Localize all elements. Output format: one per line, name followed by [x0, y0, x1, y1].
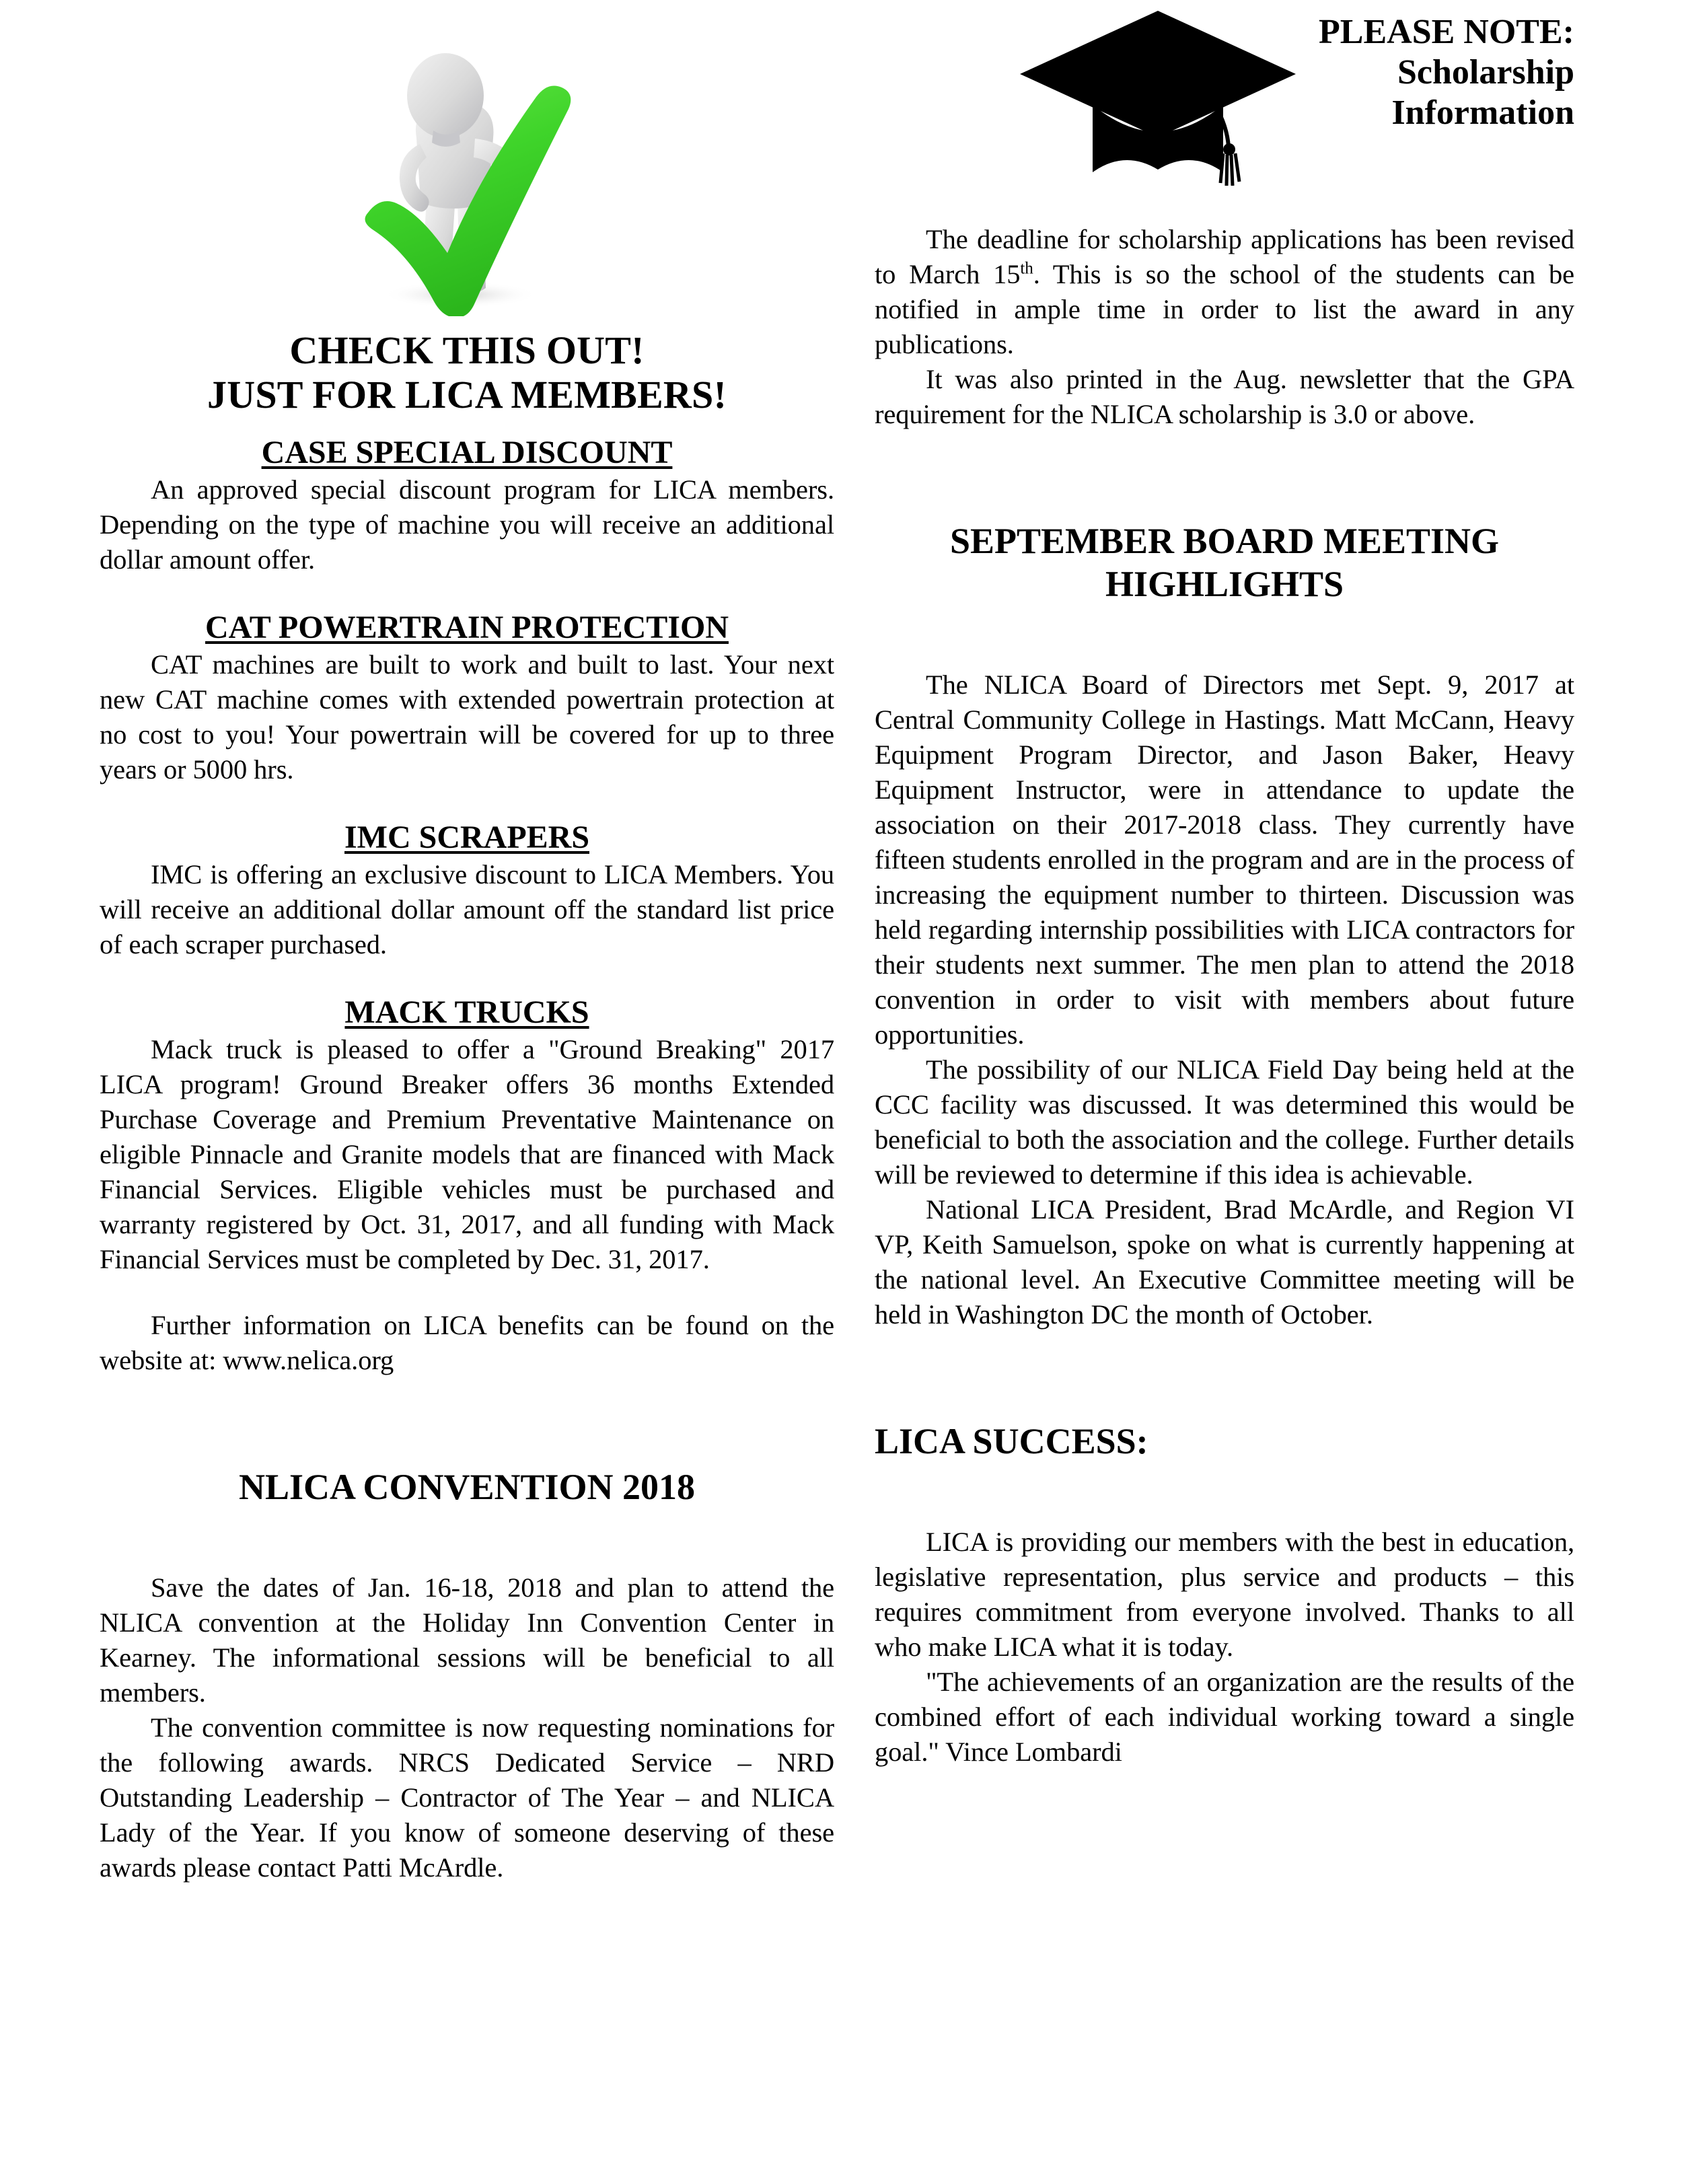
right-column	[875, 0, 1574, 1770]
section-heading-board-meeting-line1: SEPTEMBER BOARD MEETING	[949, 521, 1500, 561]
subheading-mack-trucks: MACK TRUCKS	[344, 994, 589, 1030]
section-heading-lica-success: LICA SUCCESS:	[875, 1421, 1148, 1461]
subheading-imc-scrapers: IMC SCRAPERS	[344, 820, 590, 855]
scholarship-deadline-text-before: The deadline for scholarship applications has been revised to March 15	[875, 224, 1574, 289]
ordinal-suffix: th	[1020, 259, 1033, 278]
scholarship-deadline-text-after: . This is so the school of the students can be notified in ample time in order to list the award in any publications.	[875, 259, 1574, 359]
paragraph-further-information: Further information on LICA benefits can be found on the website at: www.nelica.org	[100, 1310, 834, 1375]
paragraph-scholarship-gpa: It was also printed in the Aug. newsletter that the GPA requirement for the NLICA scholarship is 3.0 or above.	[875, 364, 1574, 429]
section-heading-board-meeting-line2: HIGHLIGHTS	[1105, 564, 1344, 604]
subheading-case-special-discount: CASE SPECIAL DISCOUNT	[261, 435, 673, 470]
page-title-line2: JUST FOR LICA MEMBERS!	[207, 373, 727, 416]
paragraph-convention-awards: The convention committee is now requesting nominations for the following awards. NRCS Dedicated Service – NRD Outstanding Leadership – Contractor of The Year – and NLICA Lady of the Year. If you know of someone deserving of these awards please contact Patti McArdle.	[100, 1712, 834, 1883]
paragraph-convention-dates: Save the dates of Jan. 16-18, 2018 and plan to attend the NLICA convention at the Holiday Inn Convention Center in Kearney. The informational sessions will be beneficial to all members.	[100, 1572, 834, 1708]
paragraph-board-meeting-field-day: The possibility of our NLICA Field Day being held at the CCC facility was discussed. It was determined this would be beneficial to both the association and the college. Further details will be reviewed to determine if this idea is achievable.	[875, 1054, 1574, 1190]
page-title-line1: CHECK THIS OUT!	[289, 328, 645, 372]
graduation-cap-icon	[1013, 4, 1303, 186]
paragraph-mack-trucks: Mack truck is pleased to offer a "Ground Breaking" 2017 LICA program! Ground Breaker offers 36 months Extended Purchase Coverage and Premium Preventative Maintenance on eligible Pinnacle and Granite models that are financed with Mack Financial Services. Eligible vehicles must be purchased and warranty registered by Oct. 31, 2017, and all funding with Mack Financial Services must be completed by Dec. 31, 2017.	[100, 1034, 834, 1274]
subheading-cat-powertrain-protection: CAT POWERTRAIN PROTECTION	[205, 610, 729, 645]
left-column	[100, 0, 834, 1885]
paragraph-lombardi-quote: "The achievements of an organization are the results of the combined effort of each individual working toward a single goal." Vince Lombardi	[875, 1667, 1574, 1767]
paragraph-board-meeting-attendance: The NLICA Board of Directors met Sept. 9, 2017 at Central Community College in Hastings. Matt McCann, Heavy Equipment Program Director, and Jason Baker, Heavy Equipment Instructor, were in attendance to update the association on their 2017-2018 class. They currently have fifteen students enrolled in the program and are in the process of increasing the equipment number to thirteen. Discussion was held regarding internship possibilities with LICA contractors for their students next summer. The men plan to attend the 2018 convention in order to visit with members about future opportunities.	[875, 669, 1574, 1050]
paragraph-imc-scrapers: IMC is offering an exclusive discount to LICA Members. You will receive an additional dollar amount off the standard list price of each scraper purchased.	[100, 859, 834, 959]
paragraph-board-meeting-national: National LICA President, Brad McArdle, and Region VI VP, Keith Samuelson, spoke on what is currently happening at the national level. An Executive Committee meeting will be held in Washington DC the month of October.	[875, 1194, 1574, 1330]
check-mark-figure-image	[326, 0, 608, 316]
section-heading-nlica-convention-2018: NLICA CONVENTION 2018	[238, 1467, 696, 1507]
paragraph-lica-success-intro: LICA is providing our members with the best in education, legislative representation, plus service and products – this requires commitment from everyone involved. Thanks to all who make LICA what it is today.	[875, 1527, 1574, 1662]
scholarship-note-heading-line1: PLEASE NOTE:	[1319, 13, 1574, 51]
scholarship-header-block	[875, 0, 1574, 202]
paragraph-cat-powertrain-protection: CAT machines are built to work and built to last. Your next new CAT machine comes with extended powertrain protection at no cost to you! Your powertrain will be covered for up to three years or 5000 hrs.	[100, 649, 834, 785]
scholarship-note-heading-line3: Information	[1391, 94, 1574, 132]
paragraph-case-special-discount: An approved special discount program for LICA members. Depending on the type of machine you will receive an additional dollar amount offer.	[100, 474, 834, 575]
scholarship-note-heading-line2: Scholarship	[1397, 53, 1574, 92]
paragraph-scholarship-deadline	[875, 222, 1574, 362]
